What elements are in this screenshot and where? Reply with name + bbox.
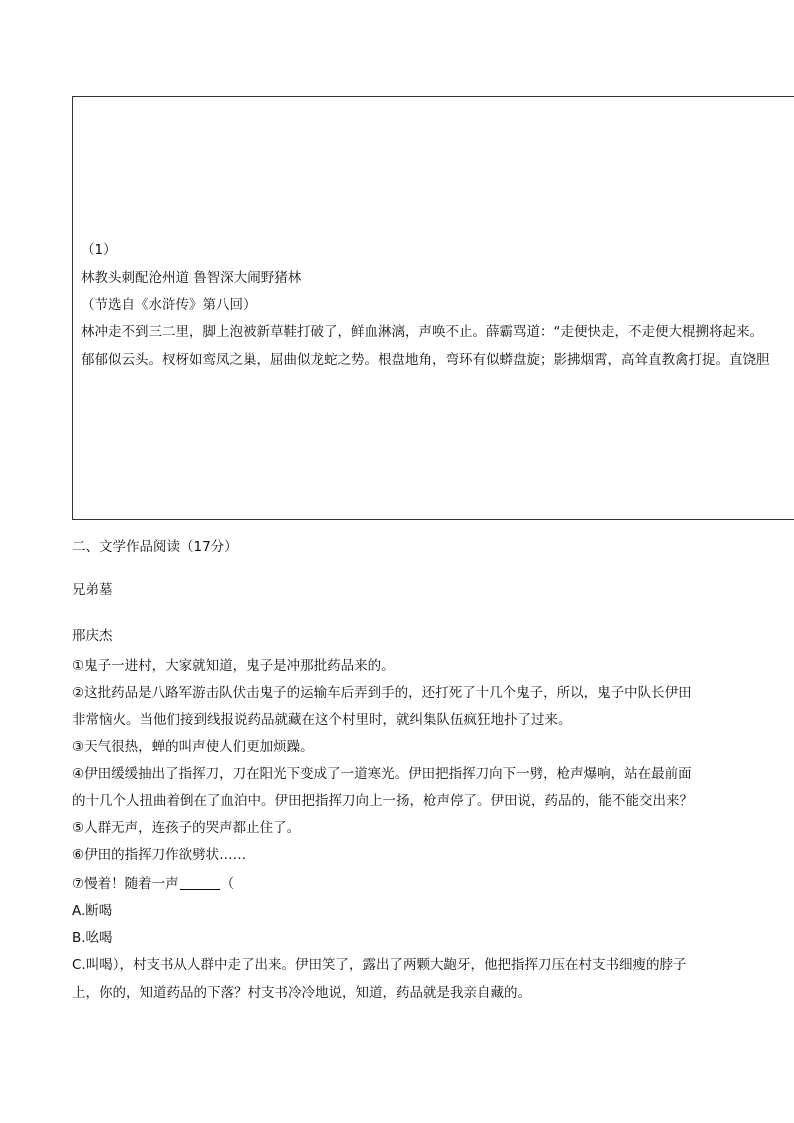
- excerpt-line-2: 郁郁似云头。杈枒如鸾凤之巢，屈曲似龙蛇之势。根盘地角，弯环有似蟒盘旋；影拂烟霄，高耸直教禽打捉。直饶胆: [81, 352, 770, 368]
- excerpt-number: （1）: [81, 242, 117, 258]
- excerpt-title: 林教头刺配沧州道 鲁智深大闹野猪林: [81, 270, 302, 286]
- paragraph-7: [72, 874, 234, 894]
- paragraph-7-text: ⑦慢着！随着一声: [72, 876, 179, 892]
- option-c-line-2: 上，你的，知道药品的下落？村支书冷冷地说，知道，药品就是我亲自藏的。: [72, 985, 531, 1001]
- story-title: 兄弟墓: [72, 582, 113, 598]
- paragraph-2-line-1: ②这批药品是八路军游击队伏击鬼子的运输车后弄到手的，还打死了十几个鬼子，所以，鬼子中队长伊田: [72, 685, 692, 701]
- paragraph-7-open-paren: （: [220, 876, 235, 892]
- answer-blank[interactable]: [180, 875, 220, 890]
- section-heading: 二、文学作品阅读（17分）: [72, 539, 238, 555]
- story-author: 邢庆杰: [72, 628, 113, 644]
- option-a[interactable]: A.断喝: [72, 903, 113, 919]
- excerpt-box: [72, 96, 794, 520]
- paragraph-2-line-2: 非常恼火。当他们接到线报说药品就藏在这个村里时，就纠集队伍疯狂地扑了过来。: [72, 712, 572, 728]
- paragraph-6: ⑥伊田的指挥刀作欲劈状……: [72, 847, 247, 863]
- paragraph-5: ⑤人群无声，连孩子的哭声都止住了。: [72, 820, 301, 836]
- excerpt-source: （节选自《水浒传》第八回）: [81, 297, 257, 313]
- paragraph-4-line-1: ④伊田缓缓抽出了指挥刀，刀在阳光下变成了一道寒光。伊田把指挥刀向下一劈，枪声爆响，站在最前面: [72, 766, 692, 782]
- option-c-line-1[interactable]: C.叫喝），村支书从人群中走了出来。伊田笑了，露出了两颗大龅牙，他把指挥刀压在村支书细瘦的脖子: [72, 957, 687, 973]
- excerpt-line-1: 林冲走不到三二里，脚上泡被新草鞋打破了，鲜血淋漓，声唤不止。薛霸骂道：“走便快走，不走便大棍搠将起来。: [81, 324, 763, 340]
- option-b[interactable]: B.吆喝: [72, 930, 113, 946]
- paragraph-1: ①鬼子一进村，大家就知道，鬼子是冲那批药品来的。: [72, 658, 395, 674]
- paragraph-4-line-2: 的十几个人扭曲着倒在了血泊中。伊田把指挥刀向上一扬，枪声停了。伊田说，药品的，能不能交出来？: [72, 793, 693, 809]
- paragraph-3: ③天气很热，蝉的叫声使人们更加烦躁。: [72, 739, 314, 755]
